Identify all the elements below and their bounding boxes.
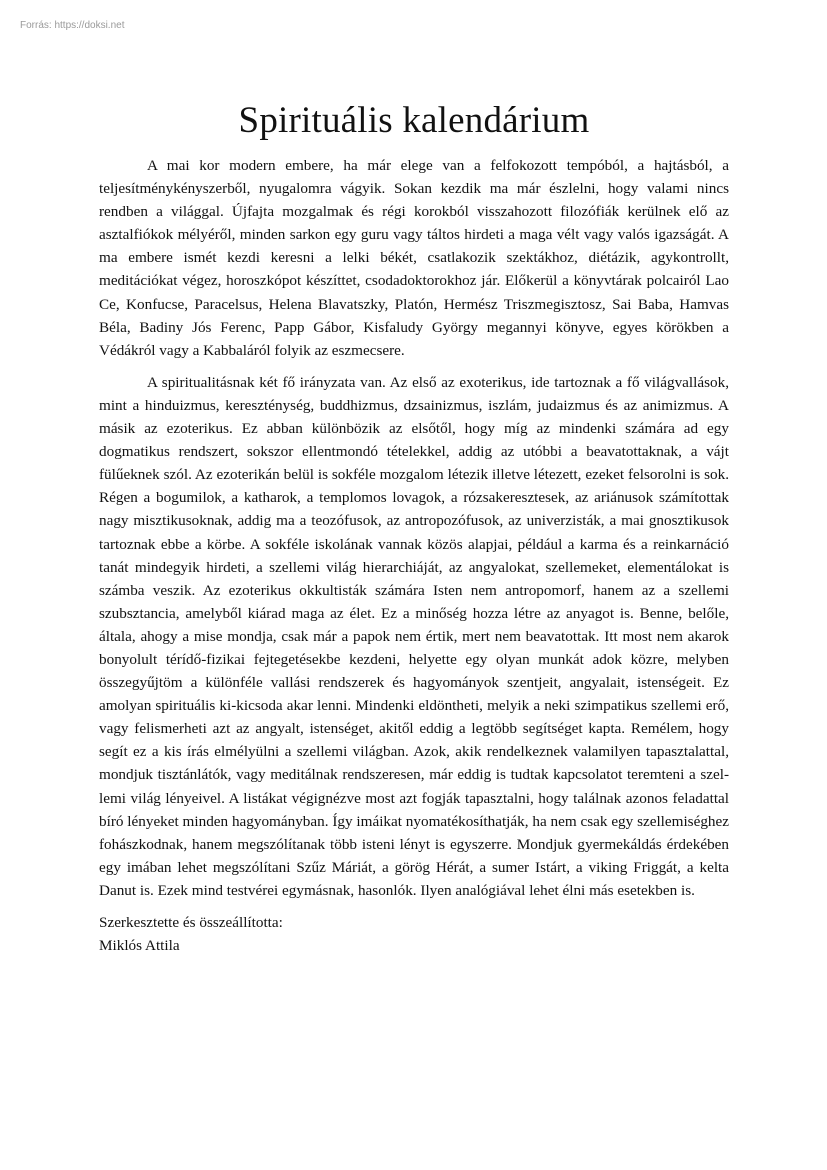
paragraph-intro: A mai kor modern embere, ha már elege van a felfokozott tempóból, a hajtásból, a teljesítménykényszerből, nyugalomra vágyik. Sokan kezdik ma már észlelni, hogy valami nincs rendben a világgal. Újfajta mozgalmak és régi korokból visszahozott filozófiák kerülnek elő az asztalfiókok mélyéről, minden sarkon egy guru vagy táltos hirdeti a maga vélt vagy valós igazságát. A ma embere ismét kezdi keresni a lelki békét, csatlakozik szektákhoz, diétázik, agykontrollt, meditációkat végez, horoszkópot készíttet, csodadoktorokhoz jár. Előkerül a könyvtárak polcairól Lao Ce, Konfucse, Paracelsus, Helena Blavatszky, Platón, Hermész Triszmegisztosz, Sai Baba, Hamvas Béla, Badiny Jós Ferenc, Papp Gábor, Kisfaludy György megannyi könyve, egyes körökben a Védákról vagy a Kabbaláról folyik az eszmecsere.: [99, 157, 729, 359]
author-name: Miklós Attila: [99, 937, 180, 955]
source-watermark: Forrás: https://doksi.net: [20, 20, 125, 31]
paragraph-spirituality: A spiritualitásnak két fő irányzata van. Az első az exoterikus, ide tartoznak a fő világvallások, mint a hinduizmus, kereszténység, buddhizmus, dzsainizmus, iszlám, judaizmus és az animizmus. A másik az ezoterikus. Ez abban különbözik az elsőtől, hogy míg az mindenki számára ad egy dogmatikus rendszert, sokszor ellentmondó tételekkel, addig az utóbbi a beavatottaknak, a vájt fülűeknek szól. Az ezoterikán belül is sokféle mozgalom létezik illetve létezett, ezeket felsorolni is sok. Régen a bogumilok, a katharok, a templomos lovagok, a rózsakeresztesek, az ariánusok számítottak nagy misztikusoknak, addig ma a teozófusok, az antropozófusok, az univerzisták, a mai gnosztikusok tartoznak ebbe a körbe. A sokféle iskolának vannak közös alapjai, például a karma és a reinkarnáció tanát mindegyik hirdeti, a szellemi világ hierarchiáját, az angyalokat, szellemeket, elementálokat is számba veszik. Az ezoterikus okkultisták számára Isten nem antropomorf, hanem az a szellemi szubsztancia, amelyből kiárad maga az élet. Ez a minőség hozza létre az anyagot is. Benne, belőle, általa, ahogy a mise mondja, csak már a papok nem értik, mert nem beavatottak. Itt most nem akarok bonyolult térídő-fizikai fejtegetésekbe kezdeni, helyette egy olyan munkát adok közre, melyben összegyűjtöm a különféle vallási rendszerek és hagyományok szentjeit, angyalait, istenségeit. Ez amolyan spirituális ki-kicsoda akar lenni. Mindenki eldöntheti, melyik a neki szimpatikus szellemi erő, vagy felismerheti azt az angyalt, istenséget, akitől eddig a legtöbb segítséget kapta. Remélem, hogy segít ez a kis írás elmélyülni a szellemi világban. Azok, akik rendelkeznek valamilyen tapasztalattal, mondjuk tisztánlátók, vagy meditálnak rendszeresen, már eddig is tudtak kapcsolatot teremteni a szellemi világ lényeivel. A listákat végignézve most azt fogják tapasztalni, hogy találnak azonos feladattal bíró lényeket minden hagyományban. Így imáikat nyomatékosíthatják, ha nem csak egy szellemiséghez fohászkodnak, hanem megszólítanak több isteni lényt is egyszerre. Mondjuk gyermekáldás érdekében egy imában lehet megszólítani Szűz Máriát, a görög Hérát, a sumer Istárt, a viking Friggát, a kelta Danut is. Ezek mind testvérei egymásnak, hasonlók. Ilyen analógiával lehet élni más esetekben is.: [99, 373, 729, 899]
signature-label: Szerkesztette és összeállította:: [99, 914, 283, 931]
document-page: [99, 98, 729, 957]
page-title: Spirituális kalendárium: [238, 100, 590, 141]
